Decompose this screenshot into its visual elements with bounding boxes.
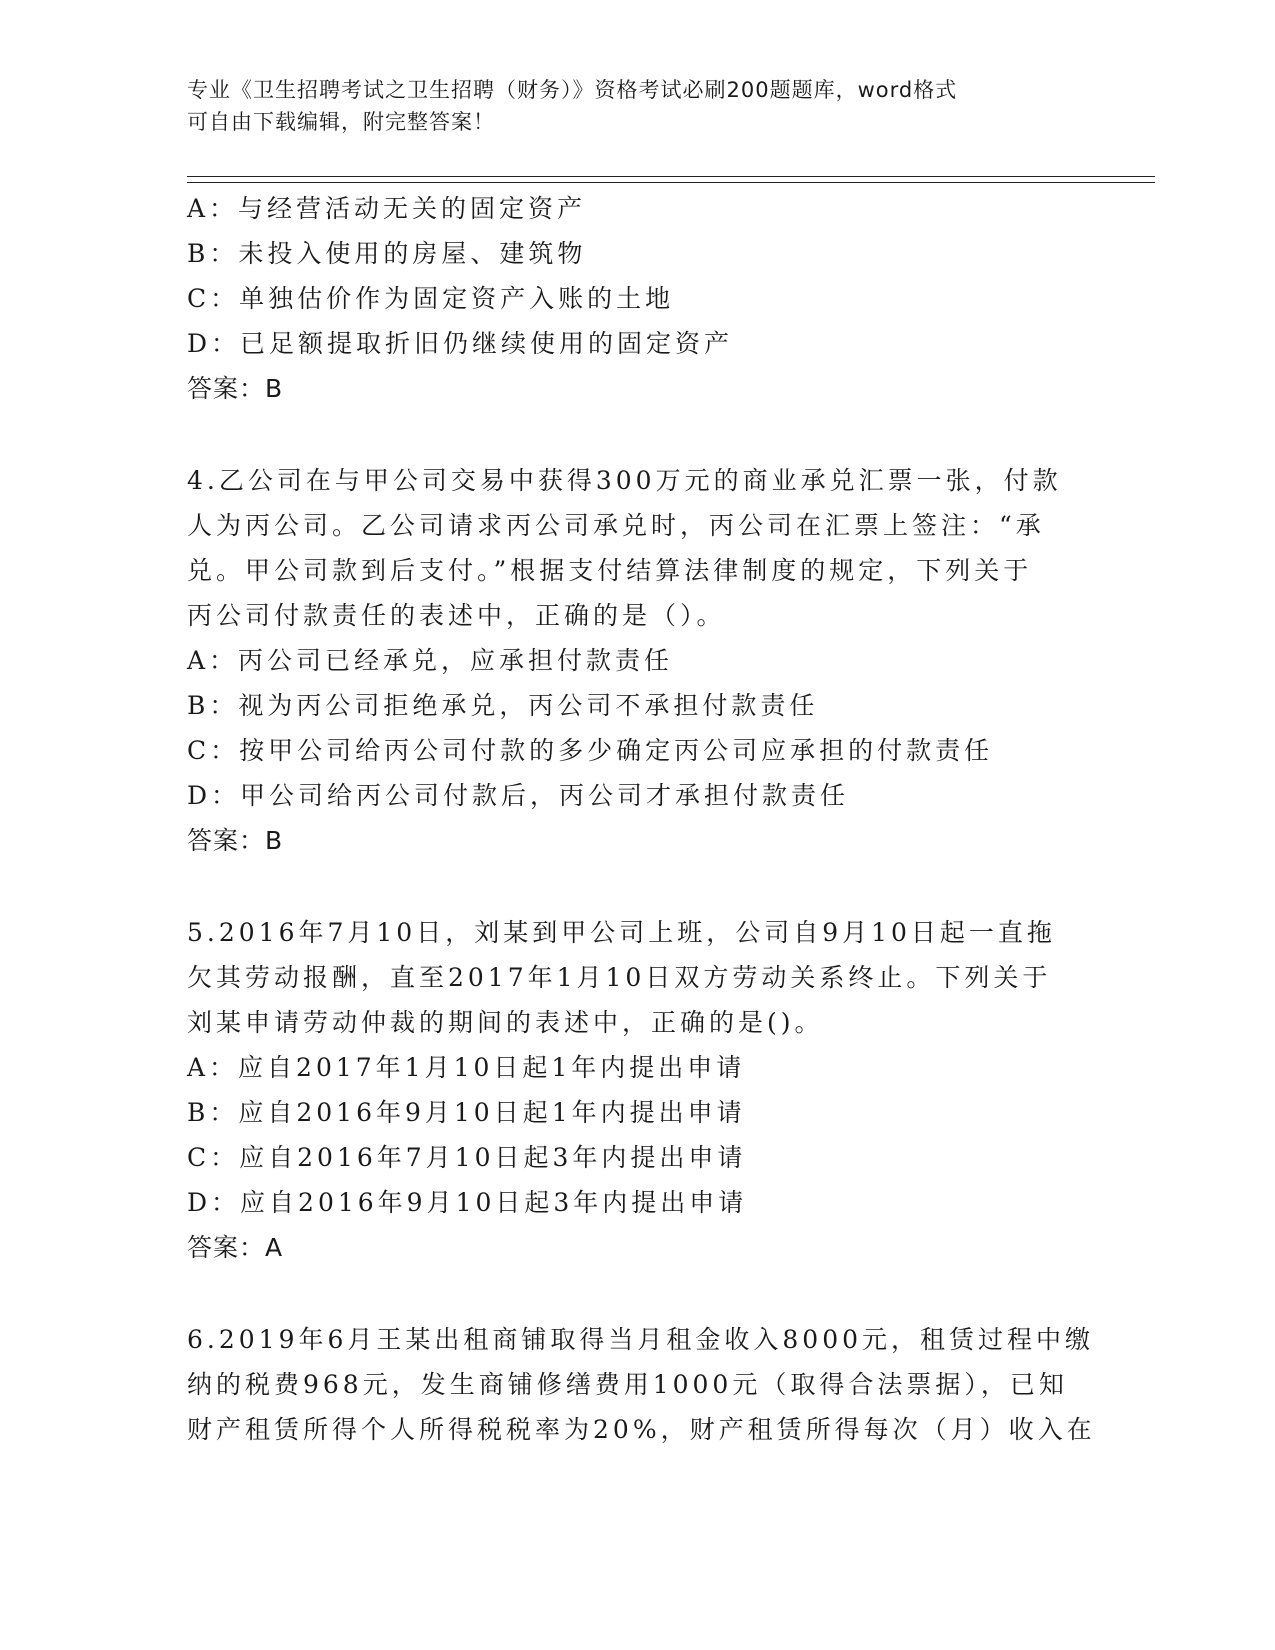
- option-c: C：应自2016年7月10日起3年内提出申请: [187, 1143, 747, 1172]
- question-stem-line: 刘某申请劳动仲裁的期间的表述中，正确的是()。: [187, 1008, 824, 1037]
- spacer: [187, 1270, 1087, 1317]
- question-stem-line: 纳的税费968元，发生商铺修缮费用1000元（取得合法票据），已知: [187, 1370, 1068, 1399]
- question-4: [187, 458, 1087, 863]
- question-stem-line: 4.乙公司在与甲公司交易中获得300万元的商业承兑汇票一张，付款: [187, 466, 1062, 495]
- spacer: [187, 863, 1087, 910]
- option-c: C：单独估价作为固定资产入账的土地: [187, 284, 675, 313]
- option-b: B：视为丙公司拒绝承兑，丙公司不承担付款责任: [187, 691, 819, 720]
- option-c: C：按甲公司给丙公司付款的多少确定丙公司应承担的付款责任: [187, 736, 994, 765]
- header-line-1: 专业《卫生招聘考试之卫生招聘（财务）》资格考试必刷200题题库，word格式: [187, 78, 958, 102]
- header-divider-top: [187, 176, 1155, 177]
- answer: 答案：B: [187, 374, 284, 403]
- question-stem-line: 人为丙公司。乙公司请求丙公司承兑时，丙公司在汇票上签注：“承: [187, 511, 1045, 540]
- question-stem-line: 5.2016年7月10日，刘某到甲公司上班，公司自9月10日起一直拖: [187, 918, 1056, 947]
- question-stem-line: 兑。甲公司款到后支付。”根据支付结算法律制度的规定，下列关于: [187, 556, 1033, 585]
- header-divider-bottom: [187, 182, 1155, 183]
- document-header: [187, 74, 1067, 138]
- option-d: D：已足额提取折旧仍继续使用的固定资产: [187, 329, 734, 358]
- option-a: A：丙公司已经承兑，应承担付款责任: [187, 646, 674, 675]
- question-3: [187, 186, 1087, 411]
- question-stem-line: 财产租赁所得个人所得税税率为20%，财产租赁所得每次（月）收入在: [187, 1415, 1096, 1444]
- question-stem-line: 欠其劳动报酬，直至2017年1月10日双方劳动关系终止。下列关于: [187, 963, 1052, 992]
- header-line-2: 可自由下载编辑，附完整答案！: [187, 110, 495, 134]
- option-b: B：应自2016年9月10日起1年内提出申请: [187, 1098, 746, 1127]
- question-stem-line: 丙公司付款责任的表述中，正确的是（）。: [187, 601, 726, 630]
- question-stem-line: 6.2019年6月王某出租商铺取得当月租金收入8000元，租赁过程中缴: [187, 1325, 1095, 1354]
- option-a: A：应自2017年1月10日起1年内提出申请: [187, 1053, 746, 1082]
- spacer: [187, 411, 1087, 458]
- option-d: D：应自2016年9月10日起3年内提出申请: [187, 1188, 748, 1217]
- option-a: A：与经营活动无关的固定资产: [187, 194, 587, 223]
- answer: 答案：A: [187, 1233, 284, 1262]
- answer: 答案：B: [187, 826, 284, 855]
- document-body: [187, 186, 1096, 1452]
- question-6: [187, 1317, 1096, 1452]
- option-b: B：未投入使用的房屋、建筑物: [187, 239, 587, 268]
- option-d: D：甲公司给丙公司付款后，丙公司才承担付款责任: [187, 781, 850, 810]
- question-5: [187, 910, 1087, 1270]
